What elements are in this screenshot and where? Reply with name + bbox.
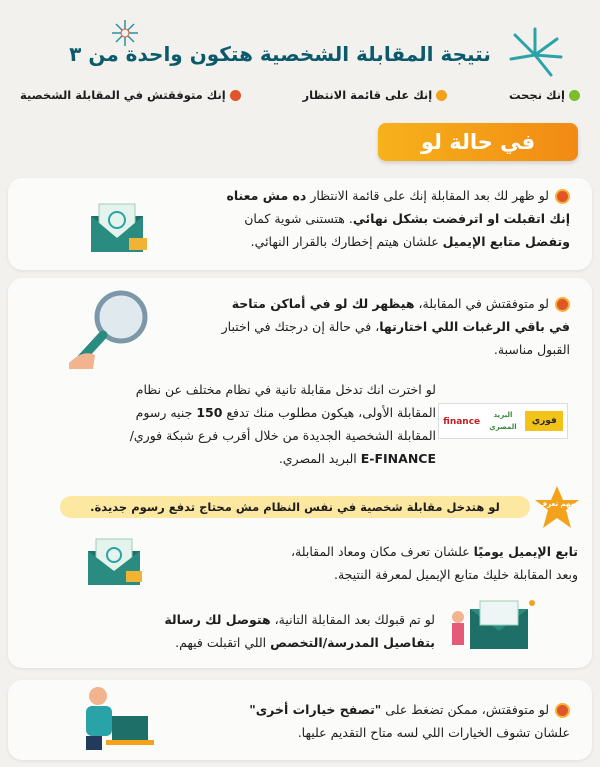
outcome-passed: [509, 88, 580, 102]
laptop-person-icon: [68, 682, 158, 754]
star-badge-label: مهم تعرف: [539, 500, 575, 508]
mail-person-icon: [440, 595, 550, 657]
waitlist-line-2: إنك اتقبلت او اترفضت بشكل نهائي. هتستنى شوية كمان: [244, 211, 570, 226]
efinance-logo: finance: [443, 417, 481, 427]
post-logo: البريد المصري: [489, 411, 517, 431]
page-title: نتيجة المقابلة الشخصية هتكون واحدة من ٣: [69, 42, 491, 66]
payment-logos: [438, 403, 568, 439]
waitlist-line-1: لو ظهر لك بعد المقابلة إنك على قائمة الانتظار ده مش معناه: [150, 184, 570, 207]
outcome-label: إنك نجحت: [508, 88, 565, 102]
other-options-text: [150, 698, 570, 744]
other-options-line-1: لو متوفقتش، ممكن تضغط على "تصفح خيارات أخرى": [150, 698, 570, 721]
other-options-card: [8, 680, 592, 760]
x-icon: [555, 297, 570, 312]
outcome-label: إنك متوفقتش في المقابلة الشخصية: [20, 88, 226, 102]
waitlist-text: [150, 184, 570, 253]
rays-icon: [505, 25, 565, 80]
accept-text: [40, 608, 435, 654]
failed-line-2: في باقي الرغبات اللي اختارتها، في حالة إن درجتك في اختبار: [221, 319, 570, 334]
outcome-failed: [20, 88, 241, 102]
check-icon: [569, 90, 580, 101]
other-system-line-1: لو اخترت انك تدخل مقابلة تانية في نظام مختلف عن نظام: [135, 382, 436, 397]
x-icon: [230, 90, 241, 101]
other-system-line-3: المقابلة الشخصية الجديدة من خلال أقرب فرع شبكة فوري/: [129, 428, 436, 443]
failed-line-3: القبول مناسبة.: [493, 342, 570, 357]
envelope-icon: [83, 198, 153, 258]
failed-text: [150, 292, 570, 361]
other-options-line-2: علشان تشوف الخيارات اللي لسه متاح التقديم عليها.: [297, 725, 570, 740]
accept-line-1: لو تم قبولك بعد المقابلة التانية، هتوصل لك رسالة: [164, 612, 435, 627]
email-follow-text: [138, 540, 578, 586]
fawry-logo: فوري: [525, 411, 563, 431]
email-line-1: تابع الإيميل يوميًا علشان تعرف مكان ومعاد المقابلة،: [290, 544, 578, 559]
outcome-waitlist: [303, 88, 448, 102]
waitlist-card: [8, 178, 592, 270]
email-line-2: وبعد المقابلة خليك متابع الإيميل لمعرفة النتيجة.: [333, 567, 578, 582]
case-banner: في حالة لو: [378, 123, 578, 161]
clock-icon: [436, 90, 447, 101]
other-system-line-4: E-FINANCE البريد المصري.: [278, 451, 436, 466]
failed-line-1: لو متوفقتش في المقابلة، هيظهر لك لو في أماكن متاحة: [150, 292, 570, 315]
same-system-note: لو هتدخل مقابلة شخصية في نفس النظام مش محتاج تدفع رسوم جديدة.: [60, 496, 530, 518]
x-icon: [555, 189, 570, 204]
outcome-label: إنك على قائمة الانتظار: [302, 88, 433, 102]
waitlist-line-3: وتفضل متابع الإيميل علشان هيتم إخطارك بالقرار النهائي.: [250, 234, 570, 249]
magnifier-icon: [63, 283, 163, 373]
accept-line-2: بتفاصيل المدرسة/التخصص اللي اتقبلت فيهم.: [175, 635, 435, 650]
other-system-line-2: المقابلة الأولى، هيكون مطلوب منك تدفع 150 جنيه رسوم: [135, 405, 436, 420]
x-icon: [555, 703, 570, 718]
outcomes-row: [20, 88, 580, 102]
star-badge-icon: [533, 484, 581, 532]
other-system-text: [16, 378, 436, 470]
